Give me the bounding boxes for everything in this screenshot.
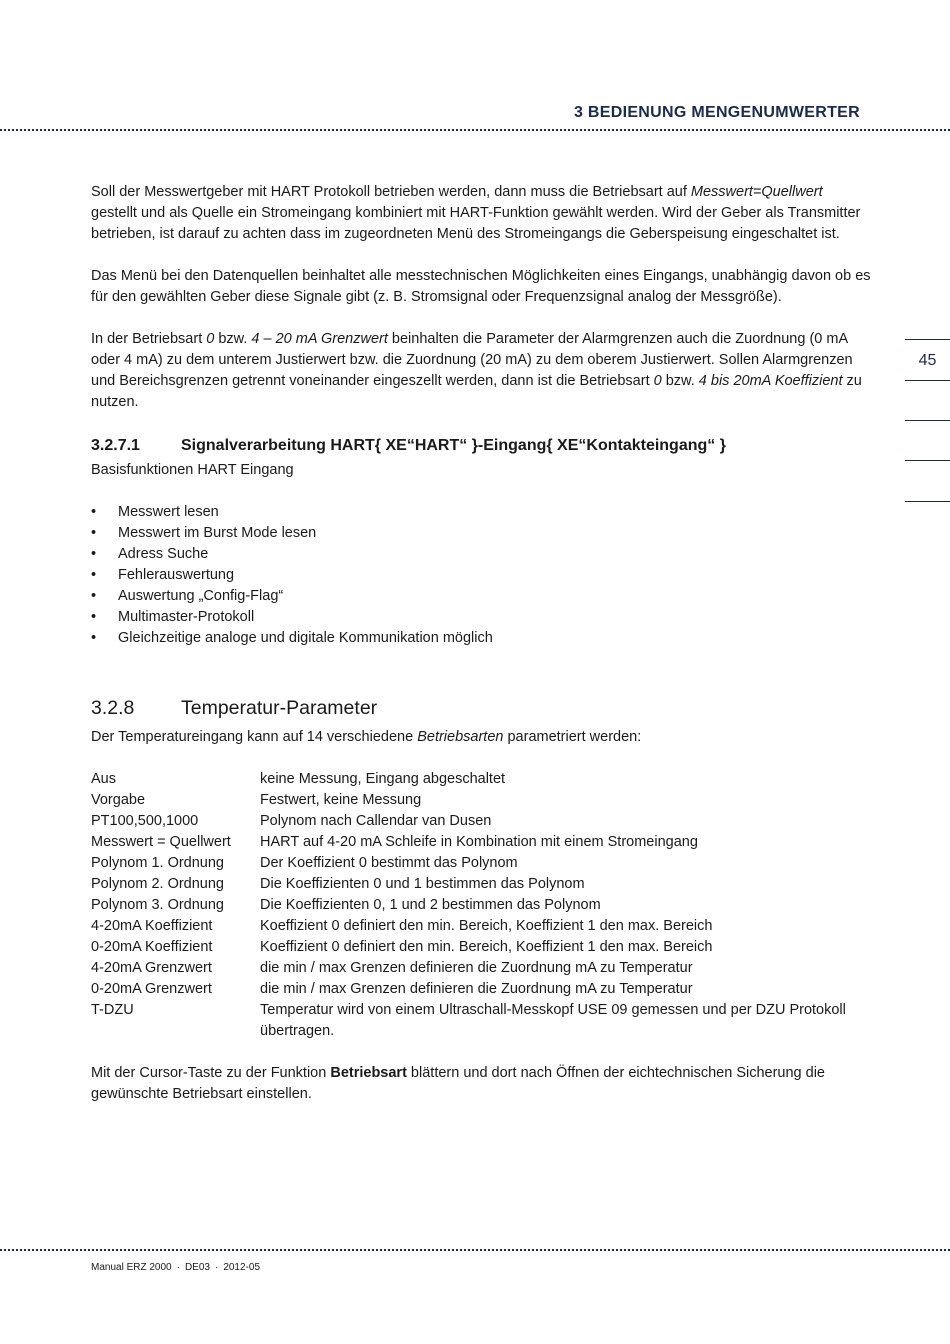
list-item: • Adress Suche — [91, 544, 871, 565]
list-item: • Messwert lesen — [91, 502, 871, 523]
table-row — [91, 958, 871, 979]
section-328-number: 3.2.8 — [91, 697, 135, 719]
operating-modes-table — [91, 769, 871, 1042]
mode-name: PT100,500,1000 — [91, 813, 199, 829]
hart-function-list — [91, 502, 871, 649]
mode-description: Koeffizient 0 definiert den min. Bereich, Koeffizient 1 den max. Bereich — [260, 939, 713, 955]
side-rule-4 — [905, 460, 950, 461]
side-rule-2 — [905, 380, 950, 381]
table-row — [91, 979, 871, 1000]
section-328-title: Temperatur-Parameter — [181, 697, 378, 719]
mode-name: 0-20mA Koeffizient — [91, 939, 213, 955]
table-row — [91, 937, 871, 958]
mode-description: Die Koeffizienten 0, 1 und 2 bestimmen das Polynom — [260, 897, 601, 913]
section-328-heading — [91, 698, 871, 719]
mode-name: Aus — [91, 771, 116, 787]
section-328-intro: Der Temperatureingang kann auf 14 verschiedene Betriebsarten parametriert werden: — [91, 729, 642, 745]
table-row — [91, 1000, 871, 1042]
mode-name: Messwert = Quellwert — [91, 834, 231, 850]
mode-name: Vorgabe — [91, 792, 146, 808]
section-3271-heading — [91, 435, 871, 456]
list-item: • Fehlerauswertung — [91, 565, 871, 586]
footer-doc-title: Manual ERZ 2000 — [91, 1262, 172, 1273]
mode-description: Temperatur wird von einem Ultraschall-Messkopf USE 09 gemessen und per DZU Protokoll übertragen. — [260, 1002, 846, 1039]
mode-name: Polynom 2. Ordnung — [91, 876, 224, 892]
page-footer — [91, 1262, 260, 1273]
intro-paragraph-1: Soll der Messwertgeber mit HART Protokoll betrieben werden, dann muss die Betriebsart auf Messwert=Quellwert gestellt und als Quelle ein Stromeingang kombiniert mit HART-Funktion gewählt werden. Wird der Geber als Transmitter betrieben, ist darauf zu achten dass im zugeordneten Menü des Stromeingangs die Geberspeisung eingeschaltet ist. — [91, 184, 861, 242]
page-content — [91, 182, 871, 1105]
mode-description: Festwert, keine Messung — [260, 792, 422, 808]
footer-separator: · — [176, 1262, 180, 1273]
mode-description: die min / max Grenzen definieren die Zuordnung mA zu Temperatur — [260, 981, 693, 997]
mode-name: 4-20mA Grenzwert — [91, 960, 212, 976]
table-row — [91, 874, 871, 895]
intro-paragraph-3: In der Betriebsart 0 bzw. 4 – 20 mA Grenzwert beinhalten die Parameter der Alarmgrenzen auch die Zuordnung (0 mA oder 4 mA) zu dem unterem Justierwert bzw. die Zuordnung (20 mA) zu dem oberem Justierwert. Sollen Alarmgrenzen und Bereichsgrenzen getrennt voneinander eingeszellt werden, dann ist die Betriebsart 0 bzw. 4 bis 20mA Koeffizient zu nutzen. — [91, 331, 862, 410]
closing-paragraph: Mit der Cursor-Taste zu der Funktion Betriebsart blättern und dort nach Öffnen der eichtechnischen Sicherung die gewünschte Betriebsart einstellen. — [91, 1065, 825, 1102]
mode-name: Polynom 1. Ordnung — [91, 855, 224, 871]
table-row — [91, 832, 871, 853]
mode-description: Die Koeffizienten 0 und 1 bestimmen das Polynom — [260, 876, 585, 892]
list-item: • Messwert im Burst Mode lesen — [91, 523, 871, 544]
mode-description: keine Messung, Eingang abgeschaltet — [260, 771, 506, 787]
chapter-header: 3 BEDIENUNG MENGENUMWERTER — [573, 104, 860, 121]
footer-date: 2012-05 — [223, 1262, 261, 1273]
table-row — [91, 853, 871, 874]
mode-description: HART auf 4-20 mA Schleife in Kombination mit einem Stromeingang — [260, 834, 698, 850]
mode-name: T-DZU — [91, 1002, 134, 1018]
mode-description: die min / max Grenzen definieren die Zuordnung mA zu Temperatur — [260, 960, 693, 976]
table-row — [91, 811, 871, 832]
mode-description: Koeffizient 0 definiert den min. Bereich, Koeffizient 1 den max. Bereich — [260, 918, 713, 934]
mode-description: Polynom nach Callendar van Dusen — [260, 813, 492, 829]
list-item: • Auswertung „Config-Flag“ — [91, 586, 871, 607]
list-item: • Multimaster-Protokoll — [91, 607, 871, 628]
section-3271-title: Signalverarbeitung HART{ XE“HART“ }-Eingang{ XE“Kontakteingang“ } — [181, 437, 726, 454]
mode-name: Polynom 3. Ordnung — [91, 897, 224, 913]
table-row — [91, 916, 871, 937]
table-row — [91, 790, 871, 811]
table-row — [91, 895, 871, 916]
side-rule-1 — [905, 339, 950, 340]
table-row — [91, 769, 871, 790]
footer-separator: · — [214, 1262, 219, 1273]
page-number: 45 — [918, 352, 937, 369]
mode-name: 0-20mA Grenzwert — [91, 981, 212, 997]
side-rule-5 — [905, 501, 950, 502]
mode-name: 4-20mA Koeffizient — [91, 918, 213, 934]
side-rule-3 — [905, 420, 950, 421]
intro-paragraph-2: Das Menü bei den Datenquellen beinhaltet alle messtechnischen Möglichkeiten eines Eingangs, unabhängig davon ob es für den gewählten Geber diese Signale gibt (z. B. Stromsignal oder Frequenzsignal analog der Messgröße). — [91, 268, 871, 305]
section-3271-subtitle: Basisfunktionen HART Eingang — [91, 462, 294, 478]
mode-description: Der Koeffizient 0 bestimmt das Polynom — [260, 855, 518, 871]
footer-edition: DE03 — [184, 1262, 210, 1273]
footer-divider — [0, 1249, 950, 1251]
header-divider — [0, 129, 950, 131]
section-3271-number: 3.2.7.1 — [91, 437, 140, 454]
list-item: • Gleichzeitige analoge und digitale Kommunikation möglich — [91, 628, 871, 649]
